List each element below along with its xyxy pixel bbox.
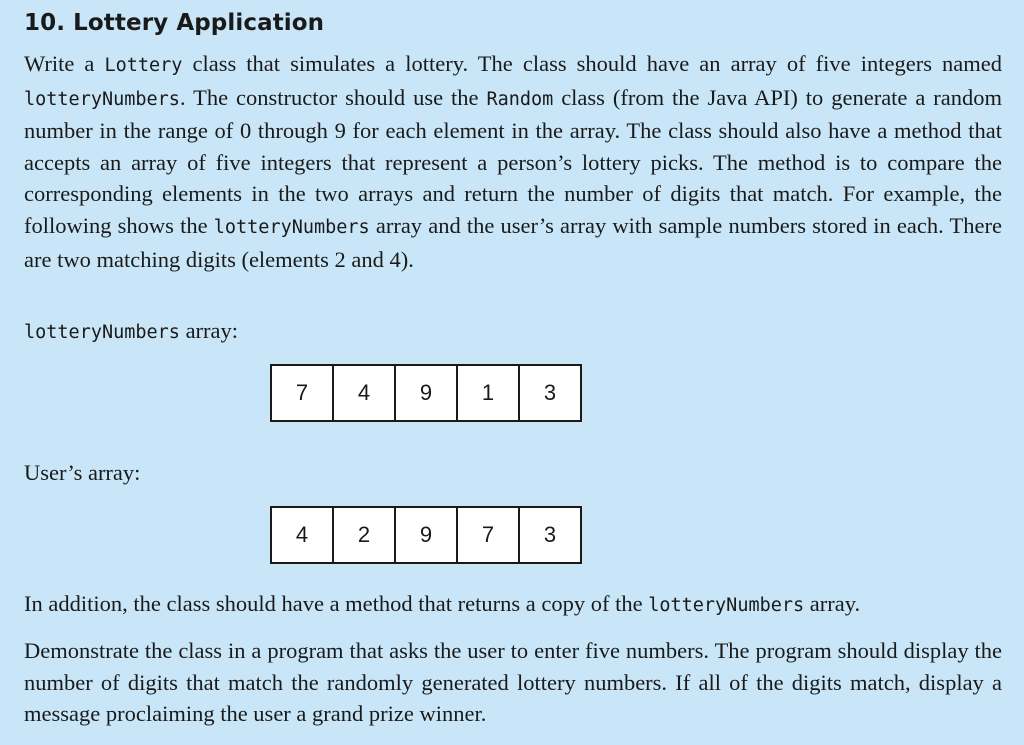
intro-paragraph [24, 48, 1002, 275]
intro-text-5: array and the user’s array with sample numbers stored in each. There are two matching digits (elements 2 and 4). [24, 212, 1002, 272]
addition-text-2: array. [804, 591, 861, 616]
intro-text-3: . The constructor should use the [179, 84, 487, 110]
user-array-cell-1: 2 [332, 506, 396, 564]
lottery-numbers-cell-4: 3 [518, 364, 582, 422]
lottery-numbers-cell-3: 1 [456, 364, 520, 422]
intro-text-2: class that simulates a lottery. The class should have an array of five integers named [182, 51, 1002, 76]
lottery-numbers-code: lotteryNumbers [24, 322, 180, 343]
user-array-cell-4: 3 [518, 506, 582, 564]
lottery-class-code: Lottery [104, 55, 183, 76]
lottery-numbers-code: lotteryNumbers [648, 595, 805, 616]
lottery-numbers-code: lotteryNumbers [213, 216, 370, 238]
random-class-code: Random [486, 88, 554, 110]
intro-text-1: Write a [24, 51, 105, 76]
addition-paragraph [24, 588, 1002, 622]
lottery-numbers-cell-0: 7 [270, 364, 334, 422]
user-array-label: User’s array: [24, 460, 141, 485]
intro-text-4: class (from the Java API) to generate a random number in the range of 0 through 9 for each element in the array. The class should also have a method that accepts an array of five integers that represent a person’s lottery picks. The method is to compare the corresponding elements in the two arrays and return the number of digits that match. For example, the following shows the [24, 84, 1002, 238]
lottery-array-label-text: array: [179, 318, 239, 343]
demonstrate-paragraph: Demonstrate the class in a program that asks the user to enter five numbers. The program should display the number of digits that match the randomly generated lottery numbers. If all of the digits match, display a message proclaiming the user a grand prize winner. [24, 638, 1002, 727]
user-array-cell-3: 7 [456, 506, 520, 564]
user-array-cell-0: 4 [270, 506, 334, 564]
addition-text-1: In addition, the class should have a method that returns a copy of the [24, 591, 649, 616]
user-array-cell-2: 9 [394, 506, 458, 564]
lottery-numbers-array [270, 364, 582, 422]
exercise-heading: 10. Lottery Application [24, 10, 325, 36]
lottery-numbers-cell-1: 4 [332, 364, 396, 422]
user-array [270, 506, 582, 564]
lottery-numbers-cell-2: 9 [394, 364, 458, 422]
lottery-array-label [24, 316, 238, 348]
lottery-numbers-code: lotteryNumbers [24, 88, 180, 110]
